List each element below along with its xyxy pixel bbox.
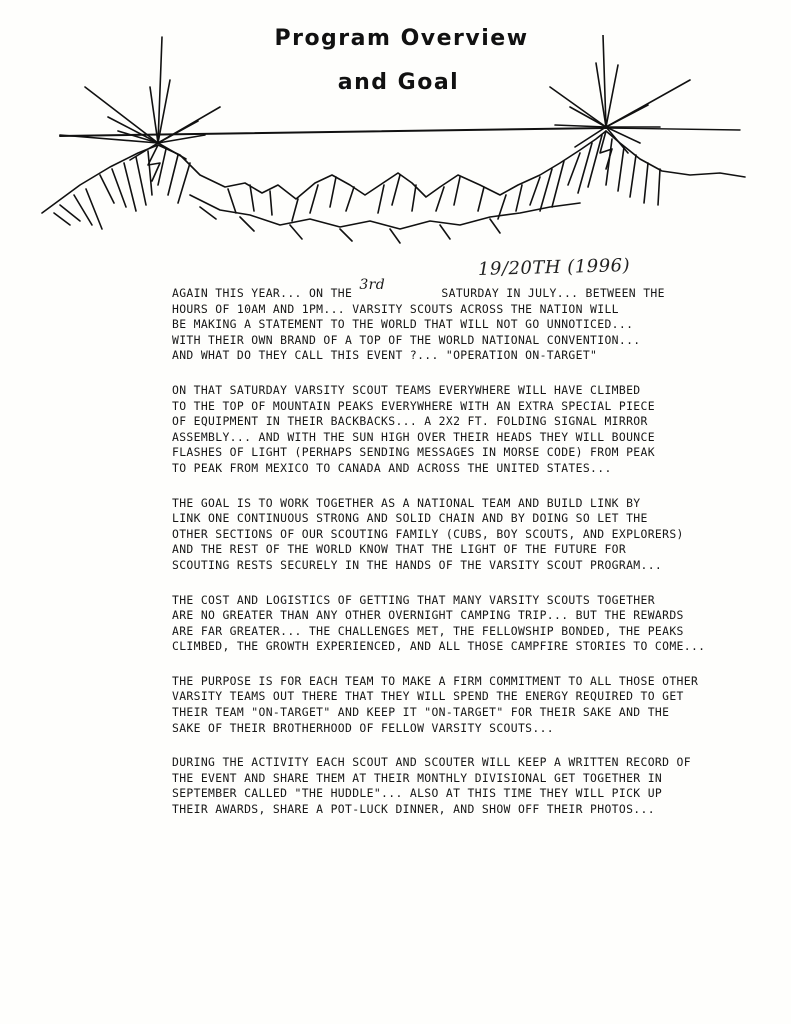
text-line: THE PURPOSE IS FOR EACH TEAM TO MAKE A FIRM COMMITMENT TO ALL THOSE OTHER: [172, 673, 699, 688]
handwritten-ordinal-note: 3rd: [359, 277, 386, 293]
text-line: SEPTEMBER CALLED "THE HUDDLE"... ALSO AT THIS TIME THEY WILL PICK UP: [172, 786, 663, 801]
text-line: ON THAT SATURDAY VARSITY SCOUT TEAMS EVERYWHERE WILL HAVE CLIMBED: [172, 382, 641, 397]
text-line: OF EQUIPMENT IN THEIR BACKBACKS... A 2X2 FT. FOLDING SIGNAL MIRROR: [172, 414, 648, 429]
text-line: TO PEAK FROM MEXICO TO CANADA AND ACROSS THE UNITED STATES...: [172, 460, 612, 475]
text-line: AND THE REST OF THE WORLD KNOW THAT THE LIGHT OF THE FUTURE FOR: [172, 542, 627, 557]
right-star-icon: [550, 35, 690, 153]
text-line: THE COST AND LOGISTICS OF GETTING THAT MANY VARSITY SCOUTS TOGETHER: [172, 592, 655, 607]
mountain-ridge-icon: [42, 131, 745, 243]
text-segment: AGAIN THIS YEAR... ON THE: [172, 286, 360, 300]
text-line: THE GOAL IS TO WORK TOGETHER AS A NATIONAL TEAM AND BUILD LINK BY: [172, 495, 641, 510]
text-line: HOURS OF 10AM AND 1PM... VARSITY SCOUTS ACROSS THE NATION WILL: [172, 301, 619, 316]
paragraph-5: [172, 674, 772, 736]
handwritten-date-note: 19/20TH (1996): [477, 255, 631, 280]
text-line: THEIR TEAM "ON-TARGET" AND KEEP IT "ON-TARGET" FOR THEIR SAKE AND THE: [172, 705, 670, 720]
paragraph-4: [172, 593, 772, 655]
text-line: OTHER SECTIONS OF OUR SCOUTING FAMILY (CUBS, BOY SCOUTS, AND EXPLORERS): [172, 526, 684, 541]
mountain-peaks-illustration-icon: [40, 35, 755, 245]
text-line: ASSEMBLY... AND WITH THE SUN HIGH OVER THEIR HEADS THEY WILL BOUNCE: [172, 429, 655, 444]
text-line: ARE NO GREATER THAN ANY OTHER OVERNIGHT CAMPING TRIP... BUT THE REWARDS: [172, 608, 684, 623]
text-line: WITH THEIR OWN BRAND OF A TOP OF THE WORLD NATIONAL CONVENTION...: [172, 332, 641, 347]
text-line: CLIMBED, THE GROWTH EXPERIENCED, AND ALL THOSE CAMPFIRE STORIES TO COME...: [172, 639, 706, 654]
paragraph-2: [172, 383, 772, 477]
text-line: LINK ONE CONTINUOUS STRONG AND SOLID CHAIN AND BY DOING SO LET THE: [172, 511, 648, 526]
text-line: SAKE OF THEIR BROTHERHOOD OF FELLOW VARSITY SCOUTS...: [172, 720, 555, 735]
document-body: [172, 277, 772, 837]
page-subtitle: and Goal: [337, 70, 460, 95]
paragraph-6: [172, 755, 772, 817]
text-line: ARE FAR GREATER... THE CHALLENGES MET, THE FELLOWSHIP BONDED, THE PEAKS: [172, 623, 684, 638]
text-segment: SATURDAY IN JULY... BETWEEN THE: [441, 286, 665, 300]
text-line: AND WHAT DO THEY CALL THIS EVENT ?... "OPERATION ON-TARGET": [172, 348, 598, 363]
left-star-icon: [60, 37, 220, 160]
text-line: FLASHES OF LIGHT (PERHAPS SENDING MESSAGES IN MORSE CODE) FROM PEAK: [172, 445, 655, 460]
page-title: Program Overview: [274, 26, 529, 51]
paragraph-1: [172, 277, 772, 364]
text-line: VARSITY TEAMS OUT THERE THAT THEY WILL SPEND THE ENERGY REQUIRED TO GET: [172, 689, 684, 704]
text-line: BE MAKING A STATEMENT TO THE WORLD THAT WILL NOT GO UNNOTICED...: [172, 317, 634, 332]
text-line: SCOUTING RESTS SECURELY IN THE HANDS OF THE VARSITY SCOUT PROGRAM...: [172, 557, 663, 572]
text-line: DURING THE ACTIVITY EACH SCOUT AND SCOUTER WILL KEEP A WRITTEN RECORD OF: [172, 755, 691, 770]
text-line: TO THE TOP OF MOUNTAIN PEAKS EVERYWHERE WITH AN EXTRA SPECIAL PIECE: [172, 398, 655, 413]
text-line: THE EVENT AND SHARE THEM AT THEIR MONTHLY DIVISIONAL GET TOGETHER IN: [172, 770, 663, 785]
paragraph-3: [172, 496, 772, 574]
text-line: [172, 277, 772, 302]
text-line: THEIR AWARDS, SHARE A POT-LUCK DINNER, AND SHOW OFF THEIR PHOTOS...: [172, 802, 655, 817]
